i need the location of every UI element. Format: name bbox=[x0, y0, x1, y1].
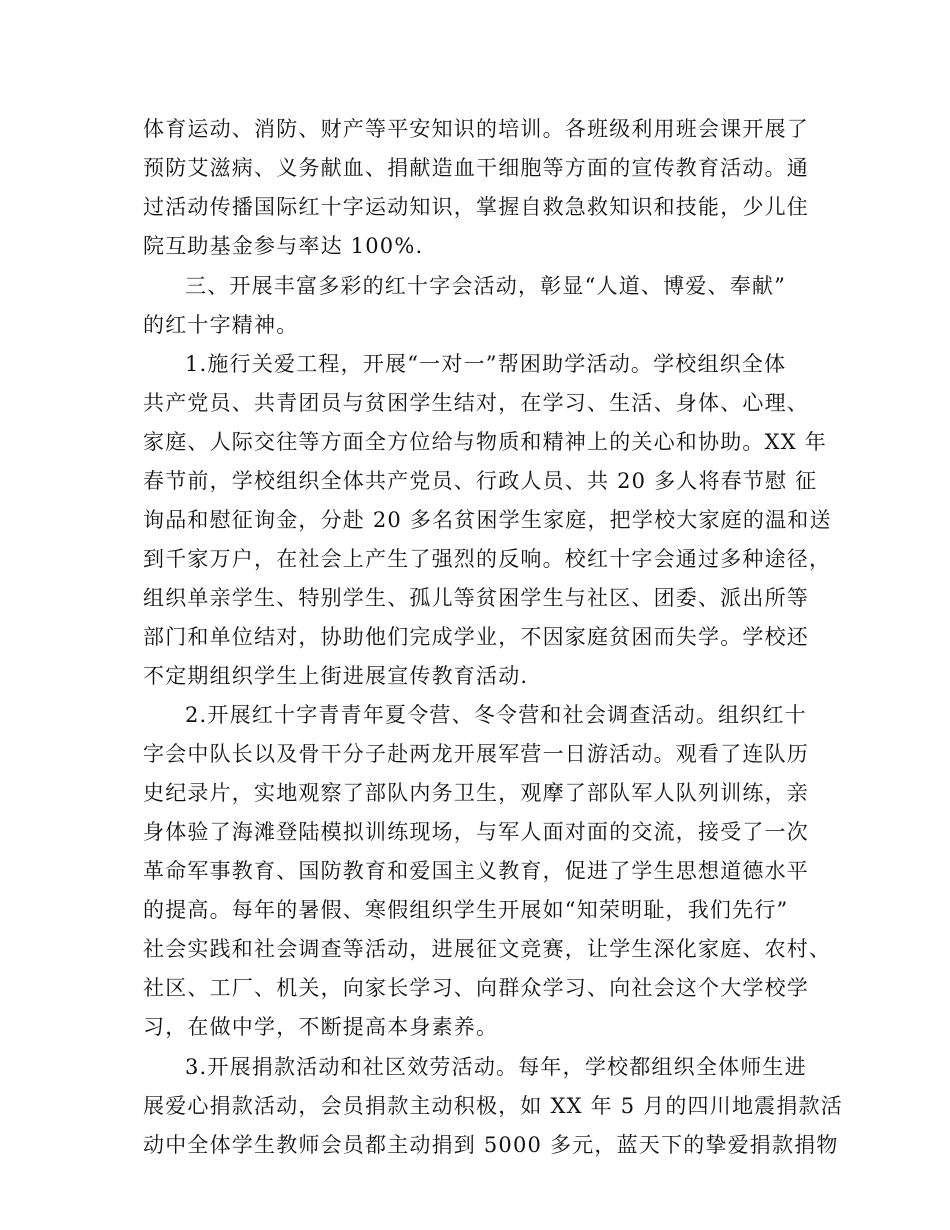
text-line: 家庭、人际交往等方面全方位给与物质和精神上的关心和协助。XX 年 bbox=[143, 430, 827, 454]
text-line: 体育运动、消防、财产等平安知识的培训。各班级利用班会课开展了 bbox=[143, 117, 809, 141]
paragraph-2-start: 2.开展红十字青青年夏令营、冬令营和社会调查活动。组织红十 bbox=[185, 703, 807, 727]
text-line: 社会实践和社会调查等活动，进展征文竞赛，让学生深化家庭、农村、 bbox=[143, 937, 832, 961]
text-line: 习，在做中学，不断提高本身素养。 bbox=[143, 1015, 499, 1039]
text-line: 共产党员、共青团员与贫困学生结对，在学习、生活、身体、心理、 bbox=[143, 391, 809, 415]
text-line: 的提高。每年的暑假、寒假组织学生开展如“知荣明耻，我们先行” bbox=[143, 898, 789, 922]
text-line: 社区、工厂、机关，向家长学习、向群众学习、向社会这个大学校学 bbox=[143, 976, 809, 1000]
text-line: 到千家万户，在社会上产生了强烈的反响。校红十字会通过多种途径， bbox=[143, 547, 832, 571]
text-line: 展爱心捐款活动，会员捐款主动积极，如 XX 年 5 月的四川地震捐款活 bbox=[143, 1094, 843, 1118]
text-line: 春节前，学校组织全体共产党员、行政人员、共 20 多人将春节慰 征 bbox=[143, 469, 818, 493]
section-heading: 三、开展丰富多彩的红十字会活动，彰显“人道、博爱、奉献” bbox=[185, 274, 787, 298]
text-line: 预防艾滋病、义务献血、捐献造血干细胞等方面的宣传教育活动。通 bbox=[143, 156, 809, 180]
text-line: 部门和单位结对，协助他们完成学业，不因家庭贫困而失学。学校还 bbox=[143, 625, 809, 649]
text-line: 不定期组织学生上街进展宣传教育活动. bbox=[143, 664, 529, 688]
paragraph-1-start: 1.施行关爱工程，开展“一对一”帮困助学活动。学校组织全体 bbox=[185, 352, 787, 376]
text-line: 组织单亲学生、特别学生、孤儿等贫困学生与社区、团委、派出所等 bbox=[143, 586, 809, 610]
text-line: 字会中队长以及骨干分子赴两龙开展军营一日游活动。观看了连队历 bbox=[143, 742, 809, 766]
text-line: 询品和慰征询金，分赴 20 多名贫困学生家庭，把学校大家庭的温和送 bbox=[143, 508, 832, 532]
text-line: 史纪录片，实地观察了部队内务卫生，观摩了部队军人队列训练，亲 bbox=[143, 781, 809, 805]
text-line: 动中全体学生教师会员都主动捐到 5000 多元，蓝天下的挚爱捐款捐物 bbox=[143, 1133, 839, 1157]
text-line: 革命军事教育、国防教育和爱国主义教育，促进了学生思想道德水平 bbox=[143, 859, 809, 883]
text-line: 过活动传播国际红十字运动知识，掌握自救急救知识和技能，少儿住 bbox=[143, 195, 809, 219]
text-line: 身体验了海滩登陆模拟训练现场，与军人面对面的交流，接受了一次 bbox=[143, 820, 809, 844]
paragraph-3-start: 3.开展捐款活动和社区效劳活动。每年，学校都组织全体师生进 bbox=[185, 1055, 807, 1079]
text-line: 院互助基金参与率达 100%. bbox=[143, 234, 424, 258]
section-heading-continued: 的红十字精神。 bbox=[143, 313, 299, 337]
